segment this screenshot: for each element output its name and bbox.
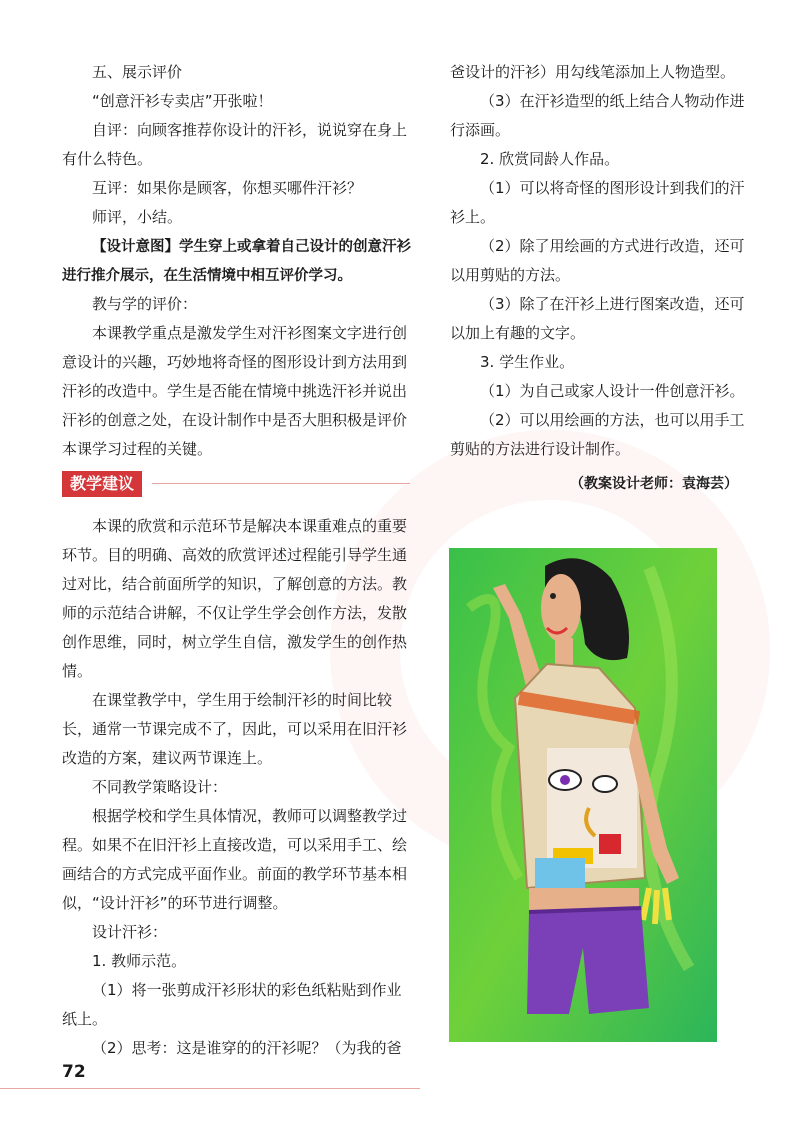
appreciate-item-3: （3）除了在汗衫上进行图案改造，还可以加上有趣的文字。 [450, 295, 745, 342]
design-intent: 【设计意图】学生穿上或拿着自己设计的创意汗衫进行推介展示，在生活情境中相互评价学习。 [62, 238, 411, 284]
right-column-text [450, 58, 745, 464]
page-number: 72 [62, 1062, 86, 1082]
appreciate-peer-heading: 2. 欣赏同龄人作品。 [480, 150, 620, 168]
teacher-evaluation: 师评，小结。 [92, 208, 183, 226]
strategy-heading: 不同教学策略设计： [92, 778, 228, 796]
shop-opening-line: “创意汗衫专卖店”开张啦！ [92, 92, 273, 110]
teaching-evaluation-heading: 教与学的评价： [92, 295, 198, 313]
demo-step-2: （2）思考：这是谁穿的的汗衫呢？（为我的爸 [92, 1039, 402, 1057]
evaluation-section [62, 58, 412, 464]
homework-item-2: （2）可以用绘画的方法，也可以用手工剪贴的方法进行设计制作。 [450, 411, 745, 458]
teacher-demo-heading: 1. 教师示范。 [92, 952, 187, 970]
self-evaluation: 自评：向顾客推荐你设计的汗衫，说说穿在身上有什么特色。 [62, 121, 408, 168]
section-rule [152, 483, 410, 484]
appreciate-item-2: （2）除了用绘画的方式进行改造，还可以用剪贴的方法。 [450, 237, 745, 284]
homework-item-1: （1）为自己或家人设计一件创意汗衫。 [480, 382, 745, 400]
suggestion-paragraph-2: 在课堂教学中，学生用于绘制汗衫的时间比较长，通常一节课完成不了，因此，可以采用在旧汗衫改造的方案，建议两节课连上。 [62, 691, 408, 767]
design-tshirt-heading: 设计汗衫： [92, 923, 168, 941]
suggestion-paragraph-1: 本课的欣赏和示范环节是解决本课重难点的重要环节。目的明确、高效的欣赏评述过程能引导学生通过对比，结合前面所学的知识，了解创意的方法。教师的示范结合讲解，不仅让学生学会创作方法，发散创作思维，同时，树立学生自信，激发学生的创作热情。 [62, 517, 408, 680]
peer-evaluation: 互评：如果你是顾客，你想买哪件汗衫？ [92, 179, 363, 197]
student-artwork-image [449, 548, 717, 1042]
strategy-paragraph: 根据学校和学生具体情况，教师可以调整教学过程。如果不在旧汗衫上直接改造，可以采用手工、绘画结合的方式完成平面作业。前面的教学环节基本相似，“设计汗衫”的环节进行调整。 [62, 807, 408, 912]
demo-step-3: （3）在汗衫造型的纸上结合人物动作进行添画。 [450, 92, 745, 139]
teaching-suggestion-body [62, 512, 412, 1063]
appreciate-item-1: （1）可以将奇怪的图形设计到我们的汗衫上。 [450, 179, 745, 226]
footer-rule [0, 1088, 420, 1089]
demo-step-1: （1）将一张剪成汗衫形状的彩色纸粘贴到作业纸上。 [62, 981, 402, 1028]
homework-heading: 3. 学生作业。 [480, 353, 575, 371]
section-header [62, 471, 410, 497]
teaching-evaluation-body: 本课教学重点是激发学生对汗衫图案文字进行创意设计的兴趣，巧妙地将奇怪的图形设计到方法用到汗衫的改造中。学生是否能在情境中挑选汗衫并说出汗衫的创意之处，在设计制作中是否大胆积极是评价本课学习过程的关键。 [62, 324, 408, 458]
section-title: 教学建议 [62, 471, 142, 497]
heading-show-evaluate: 五、展示评价 [92, 63, 183, 81]
designer-credit: （教案设计老师：袁海芸） [570, 476, 738, 492]
demo-step-continued: 爸设计的汗衫）用勾线笔添加上人物造型。 [450, 63, 736, 81]
